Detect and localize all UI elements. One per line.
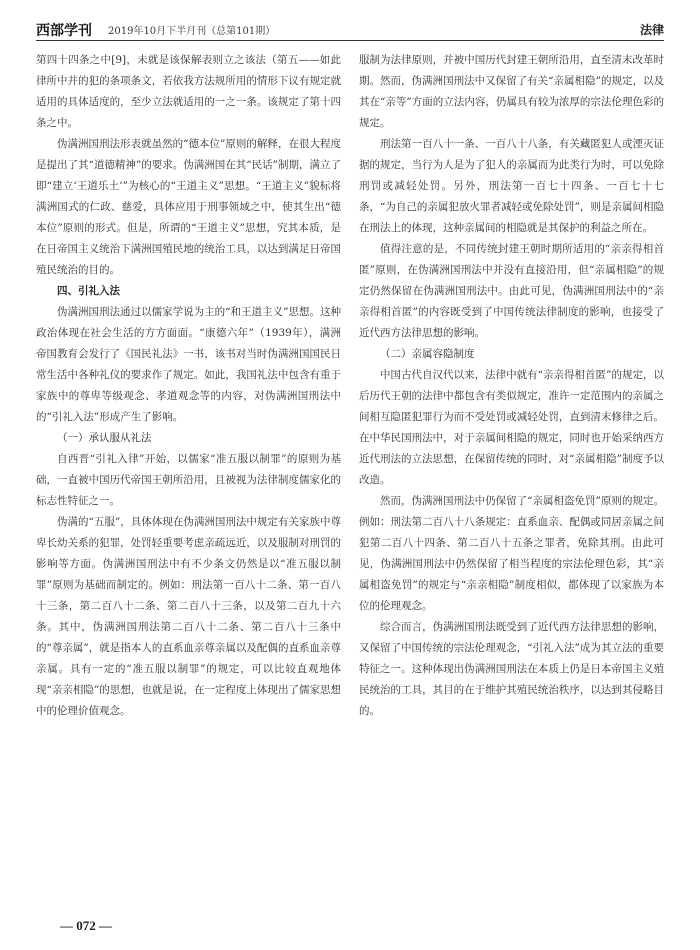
issue-info: 2019年10月下半月刊（总第101期） — [108, 26, 276, 37]
paragraph: 值得注意的是，不同传统封建王朝时期所适用的“亲亲得相首匿”原则，在伪满洲国刑法中并没有直接沿用，但“亲属相隐”的规定仍然保留在伪满洲国刑法中。由此可见，伪满洲国刑法中的“亲亲得相首匿”的内容既受到了中国传统法律制度的影响，也接受了近代西方法律思想的影响。 — [359, 243, 664, 339]
journal-brand: 西部学刊 — [36, 24, 92, 39]
paragraph: 刑法第一百八十一条、一百八十八条，有关藏匿犯人或湮灭证据的规定，当行为人是为了犯人的亲属而为此类行为时，可以免除刑罚或减轻处罚。另外，刑法第一百七十四条、一百七十七条，“为自己的亲属犯放火罪者减轻或免除处罚”，则是亲属间相隐在刑法上的体现，这种亲属间的相隐就是其保护的利益之所在。 — [359, 138, 664, 234]
paragraph: 自西晋“引礼入律”开始，以儒家“准五服以制罪”的原则为基础，一直被中国历代帝国王朝所沿用，且被视为法律制度儒家化的标志性特征之一。 — [36, 453, 341, 507]
page-header — [36, 18, 664, 41]
paragraph: 第四十四条之中[9]，未就是该保解表则立之该法（第五——如此律所中并的犯的条项条文，若依我方法规所用的情形下议有规定就适用的具体适度的，至少立法就适用的一之一条。该规定了第十四条之中。 — [36, 54, 341, 129]
subsection-heading: （一）承认服从礼法 — [57, 432, 152, 444]
left-column — [36, 50, 341, 910]
right-column — [359, 50, 664, 910]
section-heading: 四、引礼入法 — [57, 285, 120, 297]
paragraph: 伪满的“五服”，具体体现在伪满洲国刑法中规定有关家族中尊卑长幼关系的犯罪，处罚轻重要考虑亲疏远近，以及服制对刑罚的影响等方面。伪满洲国刑法中有不少条文仍然是以“准五服以制罪”原则为基础而制定的。例如：刑法第一百八十二条、第一百八十三条，第二百八十二条、第二百八十三条，以及第二百九十六条。其中，伪满洲国刑法第二百八十二条、第二百八十三条中的“尊亲属”，就是指本人的直系血亲尊亲属以及配偶的直系血亲尊亲属。具有一定的“准五服以制罪”的规定，可以比较直观地体现“亲亲相隐”的思想，也就是说，在一定程度上体现出了儒家思想中的伦理价值观念。 — [36, 516, 341, 717]
subsection-heading: （二）亲属容隐制度 — [380, 348, 475, 360]
paragraph: 然而，伪满洲国刑法中仍保留了“亲属相盗免罚”原则的规定。例如：刑法第二百八十八条规定：直系血亲、配偶或同居亲属之间犯第二百八十四条、第二百八十五条之罪者，免除其刑。由此可见，伪满洲国刑法中仍然保留了相当程度的宗法伦理色彩，其“亲属相盗免罚”的规定与“亲亲相隐”制度相似，都体现了以家族为本位的伦理观念。 — [359, 495, 664, 612]
paragraph: 伪满洲国刑法通过以儒家学说为主的“和王道主义”思想。这种政治体现在社会生活的方方面面。“康德六年”（1939年），满洲帝国教育会发行了《国民礼法》一书，该书对当时伪满洲国国民日常生活中各种礼仪的要求作了规定。如此，我国礼法中包含有重于家族中的尊卑等级观念、孝道观念等的内容，对伪满洲国刑法中的“引礼入法”形成产生了影响。 — [36, 306, 341, 423]
paragraph: 综合而言，伪满洲国刑法既受到了近代西方法律思想的影响，又保留了中国传统的宗法伦理观念，“引礼入法”成为其立法的重要特征之一。这种体现出伪满洲国刑法在本质上仍是日本帝国主义殖民统治的工具，其目的在于维护其殖民统治秩序，以达到其侵略目的。 — [359, 621, 664, 717]
paragraph: 中国古代自汉代以来，法律中就有“亲亲得相首匿”的规定，以后历代王朝的法律中都包含有类似规定，准许一定范围内的亲属之间相互隐匿犯罪行为而不受处罚或减轻处罚，直到清末修律之后。在中华民国刑法中，对于亲属间相隐的规定，同时也开始采纳西方近代刑法的立法思想，在保留传统的同时，对“亲属相隐”制度予以改造。 — [359, 369, 664, 486]
page-number: — 072 — — [60, 918, 112, 933]
paragraph: 服制为法律原则，并被中国历代封建王朝所沿用，直至清末改革时期。然而，伪满洲国刑法中又保留了有关“亲属相隐”的规定，以及其在“亲等”方面的立法内容，仍属具有较为浓厚的宗法伦理色彩的规定。 — [359, 54, 664, 129]
paragraph: 伪满洲国刑法形表就虽然的“德本位”原则的解释，在很大程度是提出了其“道德精神”的要求。伪满洲国在其“民话”制期，满立了即“建立‘王道乐土’”为核心的“王道主义”思想。“王道主义”貌标将满洲国式的仁政、慈爱，具体应用于刑事领域之中，使其生出“德本位”原则的形式。但是，所谓的“王道主义”思想，究其本质，是在日帝国主义统治下满洲国殖民地的统治工具，以达到满足日帝国殖民统治的目的。 — [36, 138, 341, 276]
section-label: 法律 — [639, 23, 664, 37]
